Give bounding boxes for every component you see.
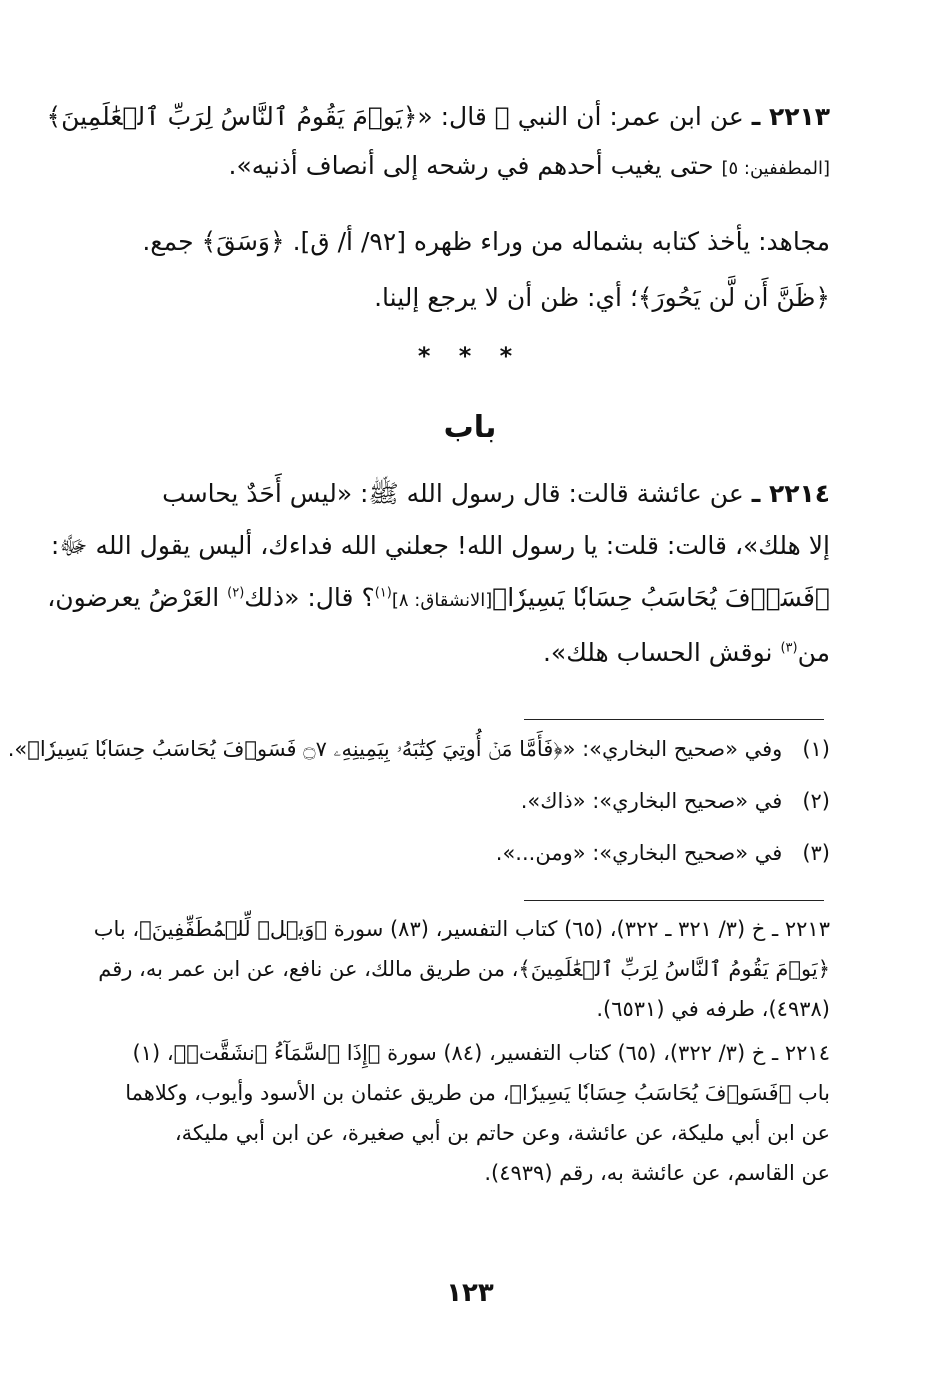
quran-verse: ﴿فَسَوۡفَ يُحَاسَبُ حِسَابٗا يَسِيرٗا﴾ [492, 583, 830, 612]
footnote-2 [110, 787, 830, 815]
mujahid-line2: ﴿ظَنَّ أَن لَّن يَحُورَ﴾؛ أي: ظن أن لا يرجع إلينا. [374, 283, 830, 312]
hadith-text: من [797, 638, 830, 667]
page-footer [110, 1278, 830, 1308]
hadith-2214 [47, 477, 830, 669]
footnote-marker-2: (٢) [227, 585, 245, 601]
page-number: ١٢٣ [446, 1278, 494, 1308]
hadith-text: حتى يغيب أحدهم في رشحه إلى أنصاف أذنيه». [228, 151, 714, 180]
source-2214-line1: ٢٢١٤ ـ خ (٣/ ٣٢٢)، (٦٥) كتاب التفسير، (٨٤) سورة ﴿إِذَا ٱلسَّمَآءُ ٱنشَقَّتۡ﴾، (١) [132, 1041, 830, 1065]
footnote-1 [7, 735, 830, 763]
quran-reference: [الانشقاق: ٨] [391, 590, 493, 611]
quran-reference: [المطففين: ٥] [721, 158, 830, 179]
hadith-text: العَرْضُ يعرضون، [47, 583, 220, 612]
source-2214-line2: باب ﴿فَسَوۡفَ يُحَاسَبُ حِسَابٗا يَسِيرٗا﴾، من طريق عثمان بن الأسود وأيوب، وكلاهما [125, 1081, 830, 1105]
mujahid-line1: مجاهد: يأخذ كتابه بشماله من وراء ظهره [٩٢/ أ/ ق]. ﴿وَسَقَ﴾ جمع. [142, 227, 830, 256]
hadith-2214-line2: إلا هلك»، قالت: قلت: يا رسول الله! جعلني الله فداءك، أليس يقول الله ﷻ: [50, 531, 830, 560]
footnote-number: (٣) [802, 841, 830, 865]
footnote-number: (١) [802, 737, 830, 761]
footnote-number: (٢) [802, 789, 830, 813]
source-2214-line4: عن القاسم، عن عائشة به، رقم (٤٩٣٩). [484, 1161, 830, 1185]
hadith-number: ٢٢١٣ ـ [751, 102, 830, 131]
footnote-marker-3: (٣) [780, 640, 798, 656]
hadith-2213 [46, 100, 830, 185]
stars-separator: * * * [417, 342, 523, 370]
hadith-2213-line1 [46, 100, 830, 133]
hadith-number: ٢٢١٤ ـ [751, 479, 830, 508]
hadith-2214-line3 [47, 581, 830, 617]
footnote-3 [110, 839, 830, 867]
footnote-text: في «صحيح البخاري»: «ذاك». [520, 789, 783, 813]
footnotes [7, 735, 830, 867]
footnote-marker-1: (١) [374, 585, 392, 601]
hadith-text: نوقش الحساب هلك». [542, 638, 773, 667]
source-2213-line2: ﴿يَوۡمَ يَقُومُ ٱلنَّاسُ لِرَبِّ ٱلۡعَٰلَمِينَ﴾، من طريق مالك، عن نافع، عن ابن عمر به، رقم [98, 957, 830, 981]
source-2213-line3: (٤٩٣٨)، طرفه في (٦٥٣١). [596, 997, 830, 1021]
footnote-text: وفي «صحيح البخاري»: «﴿فَأَمَّا مَنۡ أُوتِيَ كِتَٰبَهُۥ بِيَمِينِهِۦ ۝٧ فَسَوۡفَ يُحَاسَبُ حِسَابٗا يَسِيرٗا﴾». [7, 737, 783, 761]
hadith-text: عن ابن عمر: أن النبي ﷺ قال: «﴿يَوۡمَ يَقُومُ ٱلنَّاسُ لِرَبِّ ٱلۡعَٰلَمِينَ﴾ [46, 102, 744, 131]
footnote-text: في «صحيح البخاري»: «ومن...». [495, 841, 783, 865]
chapter-title: باب [443, 410, 497, 445]
hadith-text: ؟ قال: «ذلك [244, 583, 375, 612]
hadith-text: عن عائشة قالت: قال رسول الله ﷺ: «ليس أَحَدٌ يحاسب [162, 479, 744, 508]
hadith-2213-line2 [110, 149, 830, 185]
hadith-2214-line1 [110, 477, 830, 510]
section-separator [110, 342, 830, 370]
source-2214-line3: عن ابن أبي مليكة، عن عائشة، وعن حاتم بن أبي صغيرة، عن ابن أبي مليكة، [174, 1121, 830, 1145]
hadith-2214-line4 [110, 636, 830, 669]
mujahid-commentary [110, 225, 830, 314]
footnote-divider [524, 719, 824, 720]
chapter-heading [110, 410, 830, 445]
source-references [93, 915, 830, 1187]
sources-divider [524, 900, 824, 901]
source-2213-line1: ٢٢١٣ ـ خ (٣/ ٣٢١ ـ ٣٢٢)، (٦٥) كتاب التفسير، (٨٣) سورة ﴿وَيۡلٞ لِّلۡمُطَفِّفِينَ﴾، باب [93, 917, 830, 941]
